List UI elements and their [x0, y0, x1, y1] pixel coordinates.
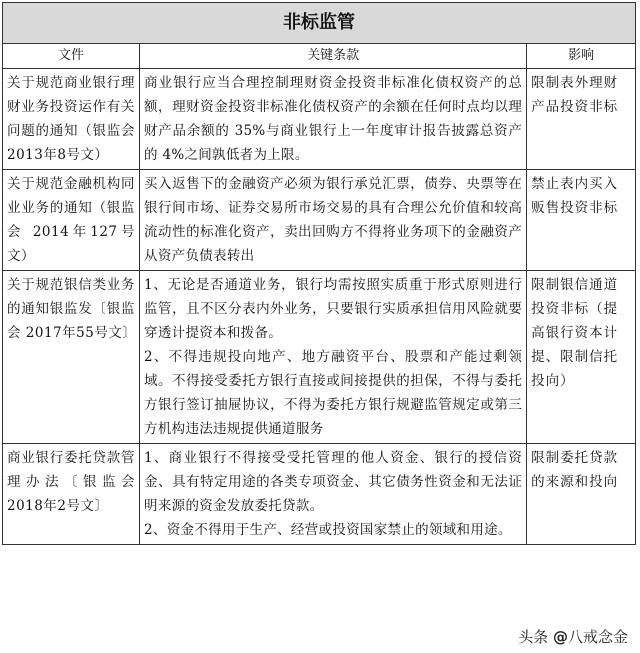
header-clauses: 关键条款 [140, 44, 527, 69]
regulation-table [2, 2, 636, 545]
watermark-prefix: 头条 [518, 628, 553, 646]
clause-cell [140, 271, 527, 444]
impact-cell: 禁止表内买入贩售投资非标 [527, 170, 636, 271]
clause-paragraph: 2、资金不得用于生产、经营或投资国家禁止的领域和用途。 [144, 522, 512, 538]
clause-cell [140, 444, 527, 545]
clause-paragraph: 1、无论是否通道业务，银行均需按照实质重于形式原则进行监管，且不区分表内外业务，只要银行实质承担信用风险就要穿透计提资本和拨备。 [144, 277, 523, 341]
table-title: 非标监管 [3, 3, 636, 44]
watermark-at: @ [552, 628, 568, 646]
clause-cell [140, 170, 527, 271]
file-cell: 关于规范银信类业务的通知银监发〔银监会 2017年55号文〕 [3, 271, 140, 444]
table-row [3, 444, 636, 545]
header-row [3, 44, 636, 69]
impact-cell: 限制银信通道投资非标（提高银行资本计提、限制信托投向） [527, 271, 636, 444]
document [2, 2, 636, 545]
watermark-name: 八戒念金 [567, 628, 628, 646]
clause-paragraph: 2、不得违规投向地产、地方融资平台、股票和产能过剩领域。不得接受委托方银行直接或间接提供的担保，不得与委托方银行签订抽屉协议，不得为委托方银行规避监管规定或第三方机构违法违规提供通道服务 [144, 349, 523, 437]
file-cell: 关于规范金融机构同业业务的通知（银监会 2014年127号文） [3, 170, 140, 271]
table-row [3, 271, 636, 444]
file-cell: 商业银行委托贷款管理办法〔银监会 2018年2号文〕 [3, 444, 140, 545]
table-row [3, 69, 636, 170]
header-file: 文件 [3, 44, 140, 69]
clause-cell [140, 69, 527, 170]
impact-cell: 限制表外理财产品投资非标 [527, 69, 636, 170]
clause-paragraph: 商业银行应当合理控制理财资金投资非标准化债权资产的总额，理财资金投资非标准化债权资产的余额在任何时点均以理财产品余额的 35%与商业银行上一年度审计报告披露总资产的 4%之间孰低者为上限。 [144, 75, 523, 163]
title-row [3, 3, 636, 44]
clause-paragraph: 1、商业银行不得接受受托管理的他人资金、银行的授信资金、具有特定用途的各类专项资金、其它债务性资金和无法证明来源的资金发放委托贷款。 [144, 450, 523, 514]
file-cell: 关于规范商业银行理财业务投资运作有关问题的通知（银监会2013年8号文） [3, 69, 140, 170]
clause-paragraph: 买入返售下的金融资产必须为银行承兑汇票，债券、央票等在银行间市场、证券交易所市场交易的具有合理公允价值和较高流动性的标准化资产，卖出回购方不得将业务项下的金融资产从资产负债表转出 [144, 176, 523, 264]
table-row [3, 170, 636, 271]
impact-cell: 限制委托贷款的来源和投向 [527, 444, 636, 545]
watermark [516, 626, 630, 647]
header-impact: 影响 [527, 44, 636, 69]
